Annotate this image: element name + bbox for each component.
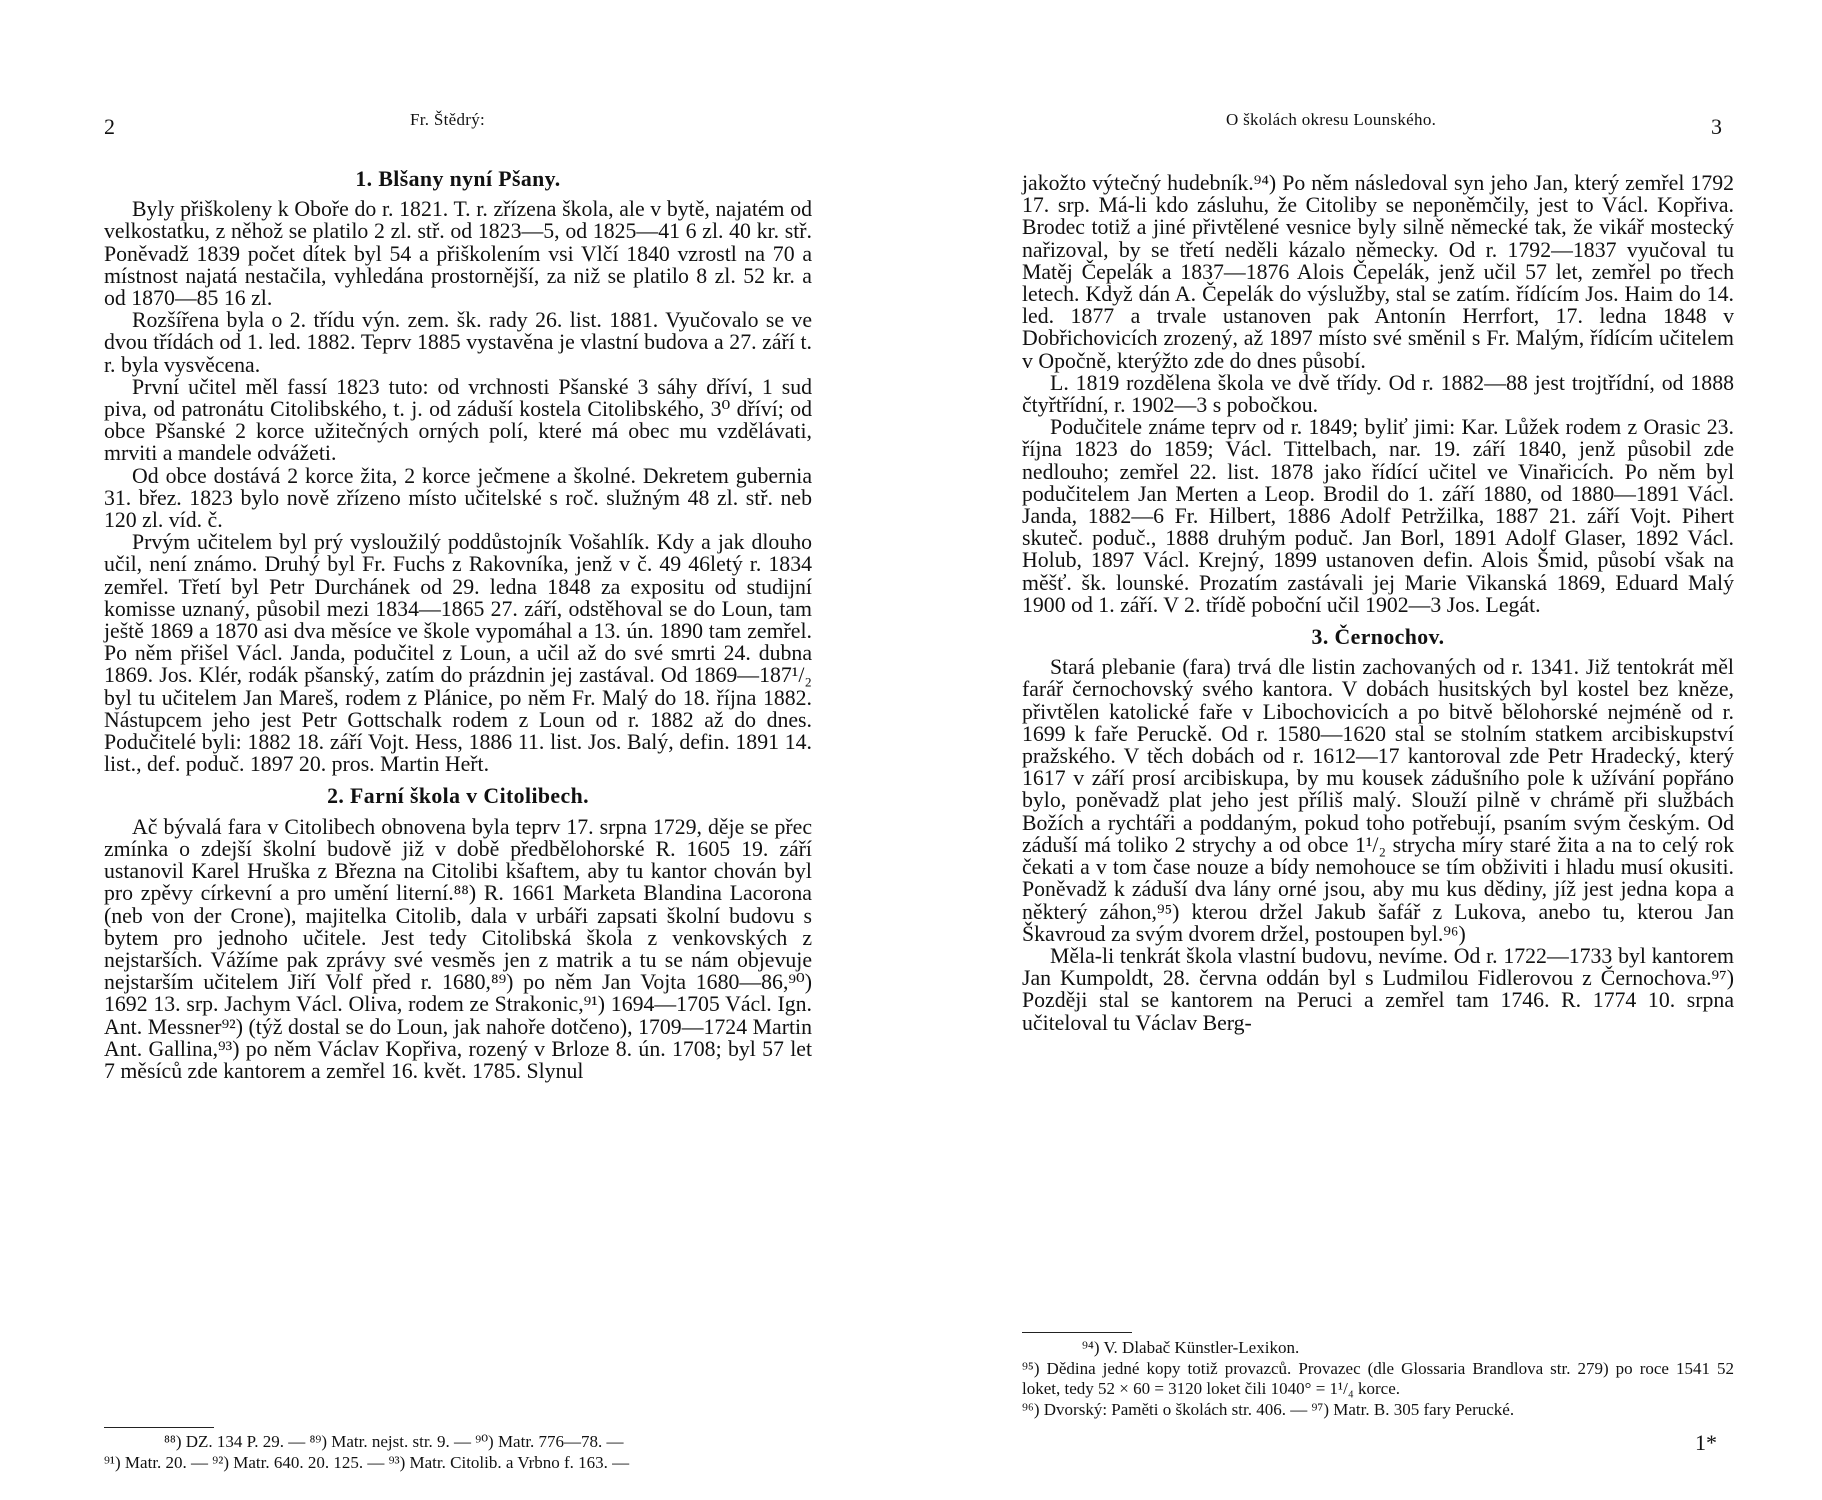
paragraph: Byly přiškoleny k Oboře do r. 1821. T. r. zřízena škola, ale v bytě, najatém od velkostatku, z něhož se platilo 2 zl. stř. od 1823—5, od 1825—41 6 zl. 40 kr. stř. Poněvadž 1839 počet dítek byl 54 a přiškolením vsi Vlčí 1840 vzrostl na 70 a místnost najatá nestačila, vyhledána prostornější, za niž se platilo 8 zl. 52 kr. a od 1870—85 16 zl. [104,197,812,311]
footnote-rule [104,1427,214,1428]
signature-mark: 1* [1695,1430,1717,1455]
paragraph: Ač bývalá fara v Citolibech obnovena byla teprv 17. srpna 1729, děje se přec zmínka o zdejší školní budově již v době předbělohorské R. 1605 19. září ustanovil Karel Hruška z Března na Citolibi kšaftem, aby tu kantor chován byl pro zpěvy církevní a pro umění literní.⁸⁸) R. 1661 Marketa Blandina Lacorona (neb von der Crone), majitelka Citolib, dala v urbáři zapsati školní budovu s bytem pro jednoho učitele. Jest tedy Citolibská škola z venkovských z nejstarších. Vážíme pak zprávy své vesměs jen z matrik a tu se nám objevuje nejstarším učitelem Jiří Volf před r. 1680,⁸⁹) po něm Jan Vojta 1680—86,⁹⁰) 1692 13. srp. Jachym Václ. Oliva, rodem ze Strakonic,⁹¹) 1694—1705 Václ. Ign. Ant. Messner⁹²) (týž dostal se do Loun, jak nahoře dotčeno), 1709—1724 Martin Ant. Gallina,⁹³) po něm Václav Kopřiva, rozený v Brloze 8. ún. 1708; byl 57 let 7 měsíců zde kantorem a zemřel 16. květ. 1785. Slynul [104,814,812,1083]
right-text-column [1022,172,1734,1034]
section-heading: 1. Blšany nyní Pšany. [355,167,561,191]
paragraph: Od obce dostává 2 korce žita, 2 korce ječmene a školné. Dekretem gubernia 31. břez. 1823 bylo nově zřízeno místo učitelské s roč. služným 48 zl. stř. neb 120 zl. víd. č. [104,463,812,533]
page-number: 2 [104,114,115,139]
footnote-line: ⁹⁵) Dědina jedné kopy totiž provazců. Provazec (dle Glossaria Brandlova str. 279) po roce 1541 52 loket, tedy 52 × 60 = 3120 loket čili 1040° = 1¹/₄ korce. [1022,1358,1734,1398]
paragraph: Rozšířena byla o 2. třídu výn. zem. šk. rady 26. list. 1881. Vyučovalo se ve dvou třídách od 1. led. 1882. Teprv 1885 vystavěna je vlastní budova a 27. září t. r. byla vysvěcena. [104,308,812,377]
paragraph: Podučitele známe teprv od r. 1849; byliť jimi: Kar. Lůžek rodem z Orasic 23. října 1823 do 1859; Václ. Tittelbach, nar. 19. září 1840, jenž působil zde nedlouho; zemřel 22. list. 1878 jako řídící učitel ve Vinařicích. Po něm byl podučitelem Jan Merten a Leop. Brodil do 1. září 1880, od 1880—1891 Václ. Janda, 1882—6 Fr. Hilbert, 1886 Adolf Petržilka, 1887 21. září Vojt. Pihert skuteč. poduč., 1888 druhým poduč. Jan Borl, 1891 Adolf Glaser, 1892 Václ. Holub, 1897 Václ. Krejný, 1899 ustanoven defin. Alois Šmid, působí však na měšť. šk. lounské. Prozatím zastávali jej Marie Vikanská 1869, Eduard Malý 1900 od 1. září. V 2. třídě poboční učil 1902—3 Jos. Legát. [1022,415,1734,617]
right-page [911,0,1822,1500]
paragraph: Prvým učitelem byl prý vysloužilý poddůstojník Vošahlík. Kdy a jak dlouho učil, není známo. Druhý byl Fr. Fuchs z Rakovníka, jenž v č. 49 46letý r. 1834 zemřel. Třetí byl Petr Durchánek od 29. ledna 1848 za expositu od studijní komisse uznaný, působil mezi 1834—1865 27. září, odstěhoval se do Loun, tam ještě 1869 a 1870 asi dva měsíce ve škole vypomáhal a 13. ún. 1890 tam zemřel. Po něm přišel Václ. Janda, podučitel z Loun, a učil až do své smrti 24. dubna 1869. Jos. Klér, rodák pšanský, zatím do prázdnin jej zastával. Od 1869—187¹/₂ byl tu učitelem Jan Mareš, rodem z Plánice, po něm Fr. Malý do 18. října 1882. Nástupcem jeho jest Petr Gottschalk rodem z Loun od r. 1882 až do dnes. Podučitelé byli: 1882 18. září Vojt. Hess, 1886 11. list. Jos. Balý, defin. 1891 14. list., def. poduč. 1897 20. pros. Martin Heřt. [104,530,812,777]
running-head: O školách okresu Lounského. [1226,110,1437,129]
section-heading: 3. Černochov. [1311,625,1445,650]
paragraph: jakožto výtečný hudebník.⁹⁴) Po něm následoval syn jeho Jan, který zemřel 1792 17. srp. Má-li kdo zásluhu, že Citoliby se neponěmčily, jest to Václ. Kopřiva. Brodec totiž a jiné přivtělené vesnice byly silně německé tak, že vikář mostecký nařizoval, by se třetí neděli kázalo německy. Od r. 1792—1837 vyučoval tu Matěj Čepelák a 1837—1876 Alois Čepelák, jenž učil 57 let, zemřel po třech letech. Když dán A. Čepelák do výslužby, stal se zatím. řídícím Jos. Haim do 14. led. 1877 a trvale ustanoven pak Antonín Herrfort, 17. ledna 1848 v Dobřichovicích zrozený, až 1897 místo své směnil s Fr. Malým, řídícím učitelem v Opočně, kterýžto zde do dnes působí. [1022,171,1734,373]
footnotes [1022,1338,1734,1420]
running-head: Fr. Štědrý: [410,110,486,129]
footnote-line: ⁸⁸) DZ. 134 P. 29. — ⁸⁹) Matr. nejst. str. 9. — ⁹⁰) Matr. 776—78. — [164,1432,624,1451]
footnote-line: ⁹⁶) Dvorský: Paměti o školách str. 406. — ⁹⁷) Matr. B. 305 fary Perucké. [1022,1399,1515,1419]
paragraph: První učitel měl fassí 1823 tuto: od vrchnosti Pšanské 3 sáhy dříví, 1 sud piva, od patronátu Citolibského, t. j. od záduší kostela Citolibského, 3⁰ dříví; od obce Pšanské 2 korce užitečných orných polí, které má obec mu vzdělávati, mrviti a mandele odvážeti. [104,374,812,466]
section-heading: 2. Farní škola v Citolibech. [327,784,589,809]
paragraph: Stará plebanie (fara) trvá dle listin zachovaných od r. 1341. Již tentokrát měl farář černochovský svého kantora. V dobách husitských byl kostel bez kněze, přivtělen katolické faře v Libochovicích a po bitvě bělohorské nejméně od r. 1699 k faře Peruckě. Od r. 1580—1620 stal se stolním statkem arcibiskupství pražského. V těch dobách od r. 1612—17 kantoroval zde Petr Hradecký, který 1617 v září prosí arcibiskupa, by mu kousek zádušního pole k užívání popřáno bylo, poněvadž plat jeho jest příliš malý. Slouží pilně v chrámě při službách Božích a rychtáři a poddaným, pokud toho potřebují, psaním svým českým. Od záduší má toliko 2 strychy a od obce 1¹/₂ strycha míry staré žita a na to celý rok čekati a v tom čase nouze a bídy nemohouce se tím obživiti i hladu musí okusiti. Poněvadž k záduší dva lány orné jsou, aby mu kus dědiny, jíž jest jedna kopa a některý záhon,⁹⁵) kterou držel Jakub šafář z Lukova, anebo tu, kterou Jan Škavroud za svým dvorem držel, postoupen byl.⁹⁶) [1022,655,1734,946]
left-text-column [104,168,812,1082]
footnotes [104,1432,812,1473]
paragraph: L. 1819 rozdělena škola ve dvě třídy. Od r. 1882—88 jest trojtřídní, od 1888 čtyřtřídní, r. 1902—3 s pobočkou. [1022,370,1734,418]
footnote-line: ⁹¹) Matr. 20. — ⁹²) Matr. 640. 20. 125. — ⁹³) Matr. Citolib. a Vrbno f. 163. — [104,1452,630,1472]
footnote-line: ⁹⁴) V. Dlabač Künstler-Lexikon. [1082,1338,1300,1357]
footnote-rule [1022,1332,1132,1333]
paragraph: Měla-li tenkrát škola vlastní budovu, nevíme. Od r. 1722—1733 byl kantorem Jan Kumpoldt, 28. června oddán byl s Ludmilou Fidlerovou z Černochova.⁹⁷) Později stal se kantorem na Peruci a zemřel tam 1746. R. 1774 10. srpna učiteloval tu Václav Berg- [1022,943,1734,1035]
page-number: 3 [1711,114,1722,139]
